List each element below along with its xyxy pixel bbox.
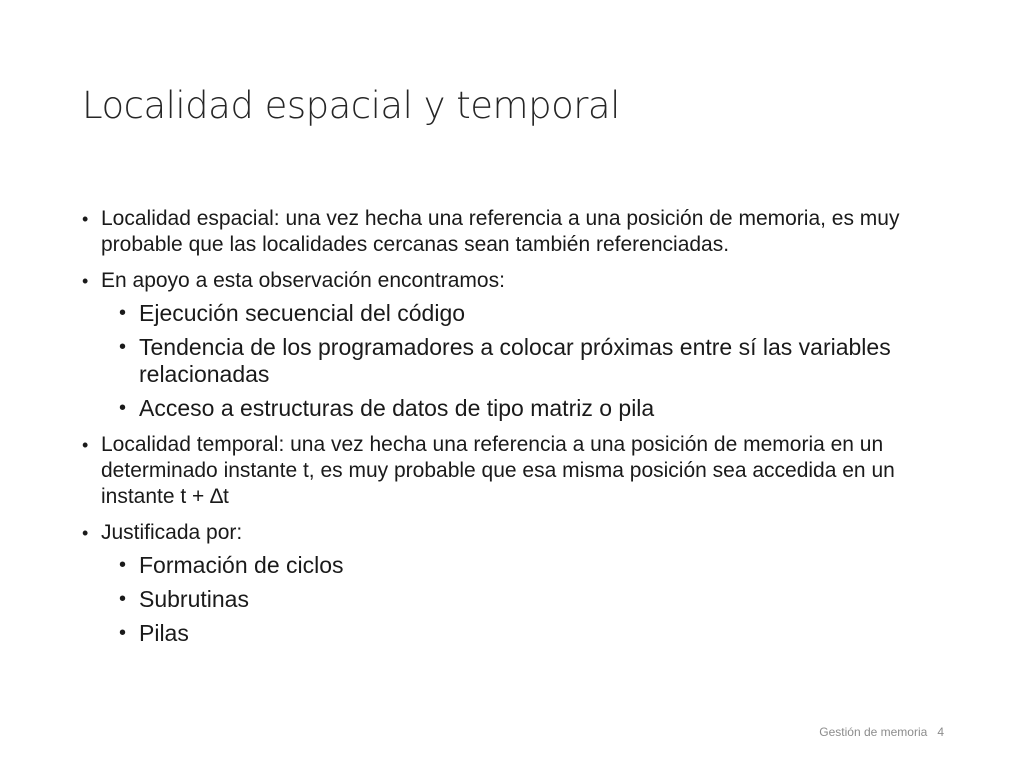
sub-bullet-group <box>80 300 960 422</box>
sub-bullet-group <box>80 552 960 647</box>
footer-label: Gestión de memoria <box>819 725 928 739</box>
bullet-text: Formación de ciclos <box>139 552 344 578</box>
bullet-text: Localidad temporal: una vez hecha una referencia a una posición de memoria en un determinado instante t, es muy probable que esa misma posición sea accedida en un instante t + ∆t <box>101 433 895 508</box>
sub-bullet-item <box>80 395 960 422</box>
bullet-icon: • <box>119 554 127 576</box>
bullet-item <box>80 206 960 258</box>
slide-title: Localidad espacial y temporal <box>82 84 620 127</box>
bullet-icon: • <box>119 622 127 644</box>
bullet-item <box>80 520 960 546</box>
bullet-text: Pilas <box>139 620 189 646</box>
sub-bullet-item <box>80 586 960 613</box>
sub-bullet-item <box>80 300 960 327</box>
bullet-text: Justificada por: <box>101 521 243 544</box>
bullet-icon: • <box>119 397 127 419</box>
bullet-text: Ejecución secuencial del código <box>139 300 466 326</box>
slide-footer <box>819 725 944 739</box>
bullet-icon: • <box>82 523 89 543</box>
bullet-text: Acceso a estructuras de datos de tipo matriz o pila <box>139 395 655 421</box>
bullet-icon: • <box>119 302 127 324</box>
sub-bullet-item <box>80 552 960 579</box>
sub-bullet-item <box>80 334 960 388</box>
page-number: 4 <box>937 725 944 739</box>
bullet-icon: • <box>119 588 127 610</box>
bullet-icon: • <box>82 271 89 291</box>
bullet-icon: • <box>82 435 89 455</box>
bullet-text: Localidad espacial: una vez hecha una referencia a una posición de memoria, es muy probable que las localidades cercanas sean también referenciadas. <box>101 207 900 256</box>
sub-bullet-item <box>80 620 960 647</box>
bullet-item <box>80 432 960 510</box>
bullet-text: Subrutinas <box>139 586 249 612</box>
bullet-item <box>80 268 960 294</box>
bullet-text: En apoyo a esta observación encontramos: <box>101 269 505 292</box>
bullet-text: Tendencia de los programadores a colocar próximas entre sí las variables relacionadas <box>139 334 891 387</box>
bullet-icon: • <box>119 336 127 358</box>
bullet-icon: • <box>82 209 89 229</box>
bullet-list <box>80 206 960 657</box>
